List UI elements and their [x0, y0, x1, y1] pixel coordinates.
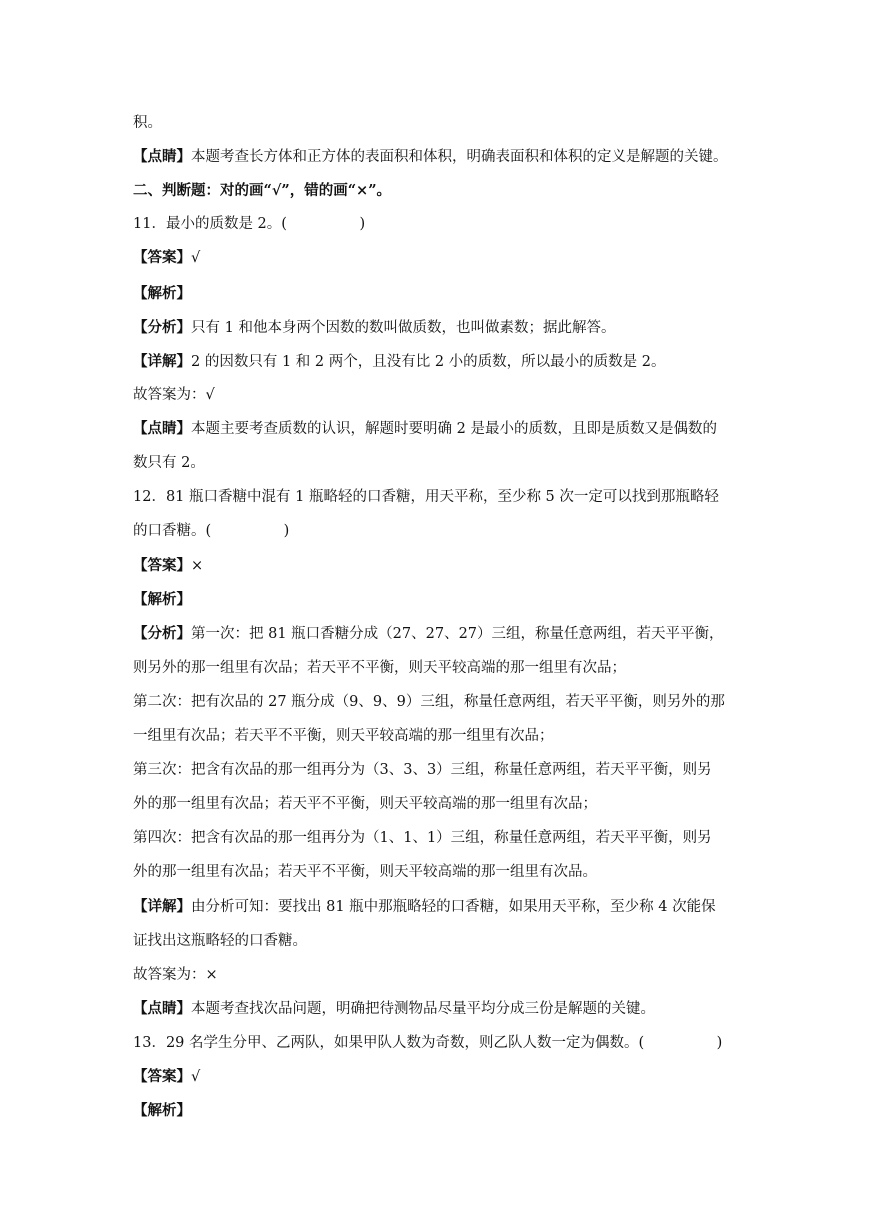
text-line: [133, 931, 753, 951]
line-text: 积。: [133, 115, 162, 131]
section-tag: 【解析】: [133, 1102, 191, 1119]
line-text: 第三次：把含有次品的那一组再分为（3、3、3）三组，称量任意两组，若天平平衡，则另: [133, 762, 712, 778]
section-tag: 【分析】: [133, 625, 191, 642]
answer-line: [133, 1067, 753, 1087]
line-text: 外的那一组里有次品；若天平不平衡，则天平较高端的那一组里有次品。: [133, 864, 597, 880]
text-line: [133, 284, 753, 304]
text-line: [133, 318, 753, 338]
question-text: 的口香糖。( ): [133, 523, 290, 539]
line-text: 故答案为：√: [133, 387, 215, 403]
line-text: 第四次：把含有次品的那一组再分为（1、1、1）三组，称量任意两组，若天平平衡，则另: [133, 830, 712, 846]
text-line: [133, 692, 753, 712]
section-tag: 【分析】: [133, 319, 191, 336]
text-line: [133, 624, 753, 644]
text-line: [133, 1101, 753, 1121]
question-text: 11．最小的质数是 2。( ): [133, 216, 366, 232]
text-line: [133, 794, 753, 814]
line-text: 则另外的那一组里有次品；若天平不平衡，则天平较高端的那一组里有次品；: [133, 660, 626, 676]
line-text: 本题主要考查质数的认识，解题时要明确 2 是最小的质数，且即是质数又是偶数的: [191, 421, 717, 437]
section-tag: 【点睛】: [133, 420, 191, 437]
line-text: 故答案为：×: [133, 967, 218, 983]
text-line: [133, 862, 753, 882]
section-tag: 【答案】: [133, 1068, 191, 1085]
line-text: 本题考查长方体和正方体的表面积和体积，明确表面积和体积的定义是解题的关键。: [191, 149, 728, 165]
text-line: [133, 726, 753, 746]
text-line: [133, 965, 753, 985]
text-line: [133, 590, 753, 610]
section-heading: [133, 181, 753, 201]
section-tag: 【解析】: [133, 285, 191, 302]
line-text: 由分析可知：要找出 81 瓶中那瓶略轻的口香糖，如果用天平称，至少称 4 次能保: [191, 899, 716, 915]
text-line: [133, 897, 753, 917]
answer-mark: ×: [191, 558, 204, 574]
section-tag: 【解析】: [133, 591, 191, 608]
line-text: 只有 1 和他本身两个因数的数叫做质数，也叫做素数；据此解答。: [191, 320, 616, 336]
question-line: [133, 1033, 753, 1053]
question-line: [133, 521, 753, 541]
section-tag: 【答案】: [133, 557, 191, 574]
section-tag: 【点睛】: [133, 148, 191, 165]
answer-line: [133, 248, 753, 268]
text-line: [133, 828, 753, 848]
question-line: [133, 214, 753, 234]
line-text: 第二次：把有次品的 27 瓶分成（9、9、9）三组，称量任意两组，若天平平衡，则另外的那: [133, 694, 725, 710]
heading-text: 二、判断题：对的画“√”，错的画“×”。: [133, 182, 392, 199]
line-text: 数只有 2。: [133, 455, 205, 471]
answer-mark: √: [191, 1069, 201, 1085]
text-line: [133, 113, 753, 133]
text-line: [133, 999, 753, 1019]
text-line: [133, 453, 753, 473]
question-text: 13．29 名学生分甲、乙两队，如果甲队人数为奇数，则乙队人数一定为偶数。( ): [133, 1035, 723, 1051]
text-line: [133, 385, 753, 405]
question-text: 12．81 瓶口香糖中混有 1 瓶略轻的口香糖，用天平称，至少称 5 次一定可以找到那瓶略轻: [133, 489, 719, 505]
section-tag: 【详解】: [133, 353, 191, 370]
line-text: 2 的因数只有 1 和 2 两个，且没有比 2 小的质数，所以最小的质数是 2。: [191, 354, 666, 370]
answer-mark: √: [191, 250, 201, 266]
text-line: [133, 419, 753, 439]
section-tag: 【答案】: [133, 249, 191, 266]
question-line: [133, 487, 753, 507]
line-text: 证找出这瓶略轻的口香糖。: [133, 933, 307, 949]
text-line: [133, 352, 753, 372]
section-tag: 【点睛】: [133, 1000, 191, 1017]
line-text: 第一次：把 81 瓶口香糖分成（27、27、27）三组，称量任意两组，若天平平衡，: [191, 626, 724, 642]
line-text: 外的那一组里有次品；若天平不平衡，则天平较高端的那一组里有次品；: [133, 796, 597, 812]
text-line: [133, 658, 753, 678]
line-text: 本题考查找次品问题，明确把待测物品尽量平均分成三份是解题的关键。: [191, 1001, 655, 1017]
answer-line: [133, 556, 753, 576]
text-line: [133, 760, 753, 780]
line-text: 一组里有次品；若天平不平衡，则天平较高端的那一组里有次品；: [133, 728, 554, 744]
text-line: [133, 147, 753, 167]
section-tag: 【详解】: [133, 898, 191, 915]
